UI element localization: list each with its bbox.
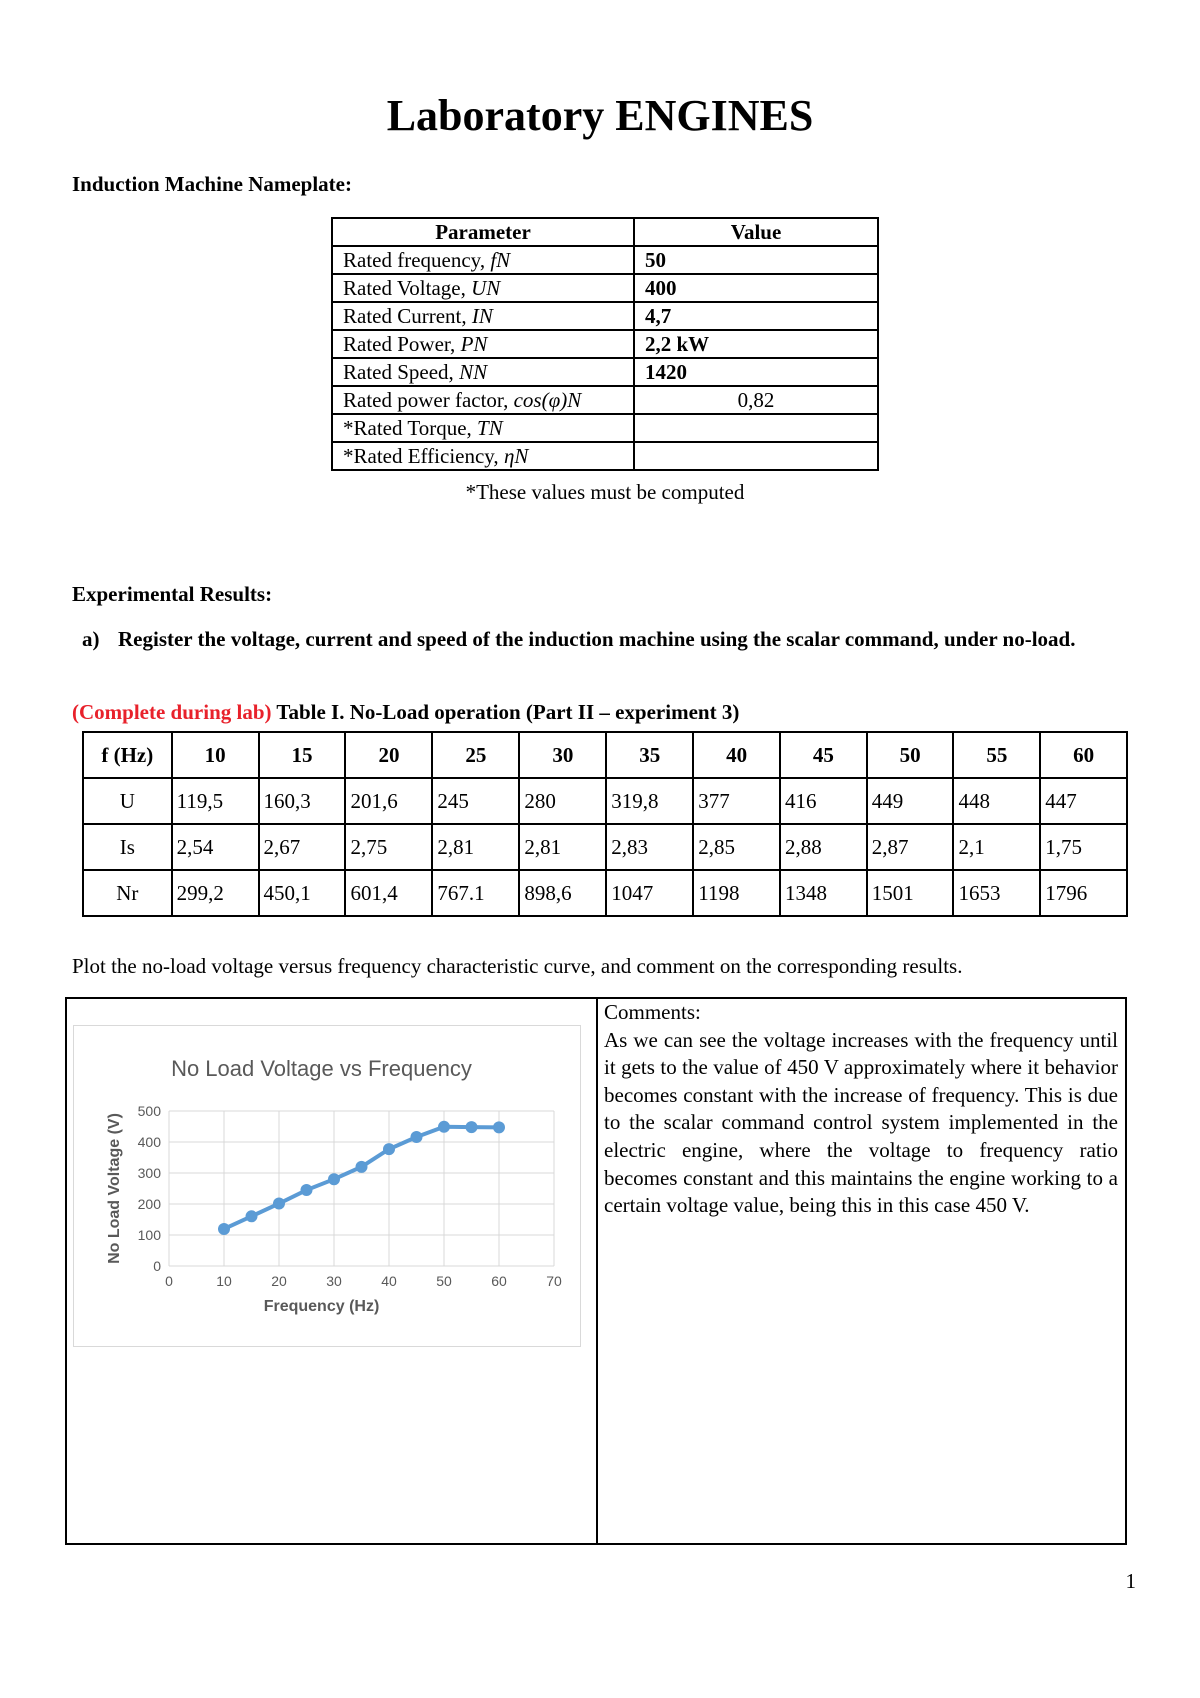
x-tick-label: 20 <box>271 1273 287 1289</box>
nameplate-parameter <box>332 330 634 358</box>
noload-value-cell: 898,6 <box>519 870 606 916</box>
noload-frequency-cell: 30 <box>519 732 606 778</box>
noload-value-cell: 447 <box>1040 778 1127 824</box>
experimental-heading: Experimental Results: <box>72 582 273 606</box>
nameplate-parameter <box>332 358 634 386</box>
parameter-symbol: PN <box>460 332 488 356</box>
noload-value-cell: 319,8 <box>606 778 693 824</box>
parameter-symbol: ηN <box>503 444 529 468</box>
nameplate-value: 400 <box>634 274 878 302</box>
noload-frequency-cell: 35 <box>606 732 693 778</box>
noload-row-label: Nr <box>83 870 172 916</box>
parameter-symbol: fN <box>490 248 511 272</box>
noload-frequency-cell: 50 <box>867 732 954 778</box>
nameplate-header-value: Value <box>634 218 878 246</box>
nameplate-row <box>332 386 878 414</box>
table-caption <box>72 700 739 725</box>
noload-frequency-cell: 20 <box>345 732 432 778</box>
noload-value-cell: 377 <box>693 778 780 824</box>
nameplate-value: 4,7 <box>634 302 878 330</box>
data-point <box>411 1131 423 1143</box>
data-point <box>218 1223 230 1235</box>
parameter-label: Rated Speed, <box>343 360 460 384</box>
data-point <box>383 1143 395 1155</box>
nameplate-parameter <box>332 274 634 302</box>
y-tick-label: 100 <box>137 1227 161 1243</box>
noload-value-cell: 449 <box>867 778 954 824</box>
item-a-text: Register the voltage, current and speed of the induction machine using the scalar command, under no-load. <box>118 627 1076 651</box>
y-tick-label: 300 <box>137 1165 161 1181</box>
noload-frequency-cell: 40 <box>693 732 780 778</box>
noload-value-cell: 1501 <box>867 870 954 916</box>
voltage-frequency-chart <box>74 1026 580 1346</box>
noload-row <box>83 870 1127 916</box>
nameplate-parameter <box>332 246 634 274</box>
parameter-symbol: NN <box>459 360 488 384</box>
data-point <box>328 1173 340 1185</box>
noload-frequency-cell: 10 <box>172 732 259 778</box>
noload-value-cell: 767.1 <box>432 870 519 916</box>
nameplate-value: 0,82 <box>634 386 878 414</box>
parameter-symbol: cos(φ)N <box>513 388 582 412</box>
chart-frame <box>73 1025 581 1347</box>
parameter-label: Rated Voltage, <box>343 276 472 300</box>
noload-value-cell: 2,54 <box>172 824 259 870</box>
noload-frequency-cell: 25 <box>432 732 519 778</box>
nameplate-parameter <box>332 302 634 330</box>
noload-frequency-cell: 60 <box>1040 732 1127 778</box>
y-tick-label: 500 <box>137 1103 161 1119</box>
noload-value-cell: 1796 <box>1040 870 1127 916</box>
nameplate-row <box>332 442 878 470</box>
data-point <box>356 1161 368 1173</box>
noload-header-label: f (Hz) <box>83 732 172 778</box>
data-point <box>301 1184 313 1196</box>
noload-value-cell: 2,81 <box>519 824 606 870</box>
y-axis-label: No Load Voltage (V) <box>106 1113 123 1264</box>
noload-value-cell: 2,1 <box>953 824 1040 870</box>
nameplate-value: 50 <box>634 246 878 274</box>
x-axis-label: Frequency (Hz) <box>263 1298 380 1315</box>
noload-value-cell: 416 <box>780 778 867 824</box>
noload-value-cell: 2,81 <box>432 824 519 870</box>
noload-value-cell: 1348 <box>780 870 867 916</box>
noload-value-cell: 1198 <box>693 870 780 916</box>
box-divider <box>596 997 598 1545</box>
noload-value-cell: 2,87 <box>867 824 954 870</box>
data-point <box>466 1121 478 1133</box>
noload-value-cell: 1653 <box>953 870 1040 916</box>
x-tick-label: 0 <box>165 1273 173 1289</box>
parameter-symbol: IN <box>471 304 493 328</box>
nameplate-table <box>331 217 879 471</box>
item-a-label: a) <box>82 627 100 651</box>
nameplate-row <box>332 246 878 274</box>
nameplate-value <box>634 442 878 470</box>
noload-row-label: Is <box>83 824 172 870</box>
x-tick-label: 50 <box>436 1273 452 1289</box>
nameplate-parameter <box>332 386 634 414</box>
noload-frequency-cell: 15 <box>259 732 346 778</box>
nameplate-value: 1420 <box>634 358 878 386</box>
comments-text: As we can see the voltage increases with the frequency until it gets to the value of 450 V approximately where it behavior becomes constant with the increase of frequency. This is due to the scalar command control system implemented in the electric engine, where the voltage to frequency ratio becomes constant and this maintains the engine working to a certain voltage value, being this in this case 450 V. <box>604 1027 1118 1218</box>
noload-value-cell: 299,2 <box>172 870 259 916</box>
noload-frequency-cell: 55 <box>953 732 1040 778</box>
nameplate-row <box>332 414 878 442</box>
x-tick-label: 40 <box>381 1273 397 1289</box>
x-tick-label: 60 <box>491 1273 507 1289</box>
x-tick-label: 10 <box>216 1273 232 1289</box>
y-tick-label: 400 <box>137 1134 161 1150</box>
parameter-label: Rated power factor, <box>343 388 514 412</box>
noload-value-cell: 601,4 <box>345 870 432 916</box>
comments-block <box>604 999 1118 1220</box>
parameter-symbol: UN <box>471 276 501 300</box>
nameplate-header-parameter: Parameter <box>332 218 634 246</box>
noload-row <box>83 824 1127 870</box>
nameplate-note: *These values must be computed <box>465 480 745 504</box>
noload-value-cell: 2,67 <box>259 824 346 870</box>
nameplate-value <box>634 414 878 442</box>
noload-header-row <box>83 732 1127 778</box>
item-a <box>82 624 1132 654</box>
comments-label: Comments: <box>604 1000 701 1024</box>
parameter-label: Rated Current, <box>343 304 472 328</box>
noload-row-label: U <box>83 778 172 824</box>
noload-value-cell: 2,88 <box>780 824 867 870</box>
nameplate-value: 2,2 kW <box>634 330 878 358</box>
nameplate-row <box>332 358 878 386</box>
noload-value-cell: 448 <box>953 778 1040 824</box>
noload-value-cell: 160,3 <box>259 778 346 824</box>
x-tick-label: 70 <box>546 1273 562 1289</box>
plot-instruction: Plot the no-load voltage versus frequency characteristic curve, and comment on the corresponding results. <box>72 954 963 978</box>
nameplate-parameter <box>332 414 634 442</box>
noload-row <box>83 778 1127 824</box>
noload-value-cell: 2,83 <box>606 824 693 870</box>
nameplate-row <box>332 330 878 358</box>
parameter-symbol: TN <box>477 416 503 440</box>
x-tick-label: 30 <box>326 1273 342 1289</box>
noload-value-cell: 2,75 <box>345 824 432 870</box>
noload-table <box>82 731 1128 917</box>
nameplate-heading: Induction Machine Nameplate: <box>72 172 352 196</box>
parameter-label: *Rated Efficiency, <box>343 444 504 468</box>
page-title: Laboratory ENGINES <box>386 91 814 140</box>
parameter-label: Rated Power, <box>343 332 461 356</box>
y-tick-label: 0 <box>153 1258 161 1274</box>
nameplate-parameter <box>332 442 634 470</box>
noload-value-cell: 1,75 <box>1040 824 1127 870</box>
noload-value-cell: 280 <box>519 778 606 824</box>
table-caption-title: Table I. No-Load operation (Part II – experiment 3) <box>276 700 740 724</box>
noload-value-cell: 1047 <box>606 870 693 916</box>
nameplate-row <box>332 302 878 330</box>
nameplate-row <box>332 274 878 302</box>
table-caption-note: (Complete during lab) <box>72 700 272 724</box>
parameter-label: Rated frequency, <box>343 248 491 272</box>
noload-value-cell: 245 <box>432 778 519 824</box>
noload-value-cell: 201,6 <box>345 778 432 824</box>
noload-value-cell: 2,85 <box>693 824 780 870</box>
noload-value-cell: 450,1 <box>259 870 346 916</box>
parameter-label: *Rated Torque, <box>343 416 478 440</box>
data-point <box>438 1121 450 1133</box>
data-point <box>493 1121 505 1133</box>
chart-title: No Load Voltage vs Frequency <box>171 1056 472 1081</box>
data-point <box>273 1198 285 1210</box>
page-number: 1 <box>1125 1569 1136 1593</box>
noload-value-cell: 119,5 <box>172 778 259 824</box>
data-point <box>246 1210 258 1222</box>
y-tick-label: 200 <box>137 1196 161 1212</box>
noload-frequency-cell: 45 <box>780 732 867 778</box>
